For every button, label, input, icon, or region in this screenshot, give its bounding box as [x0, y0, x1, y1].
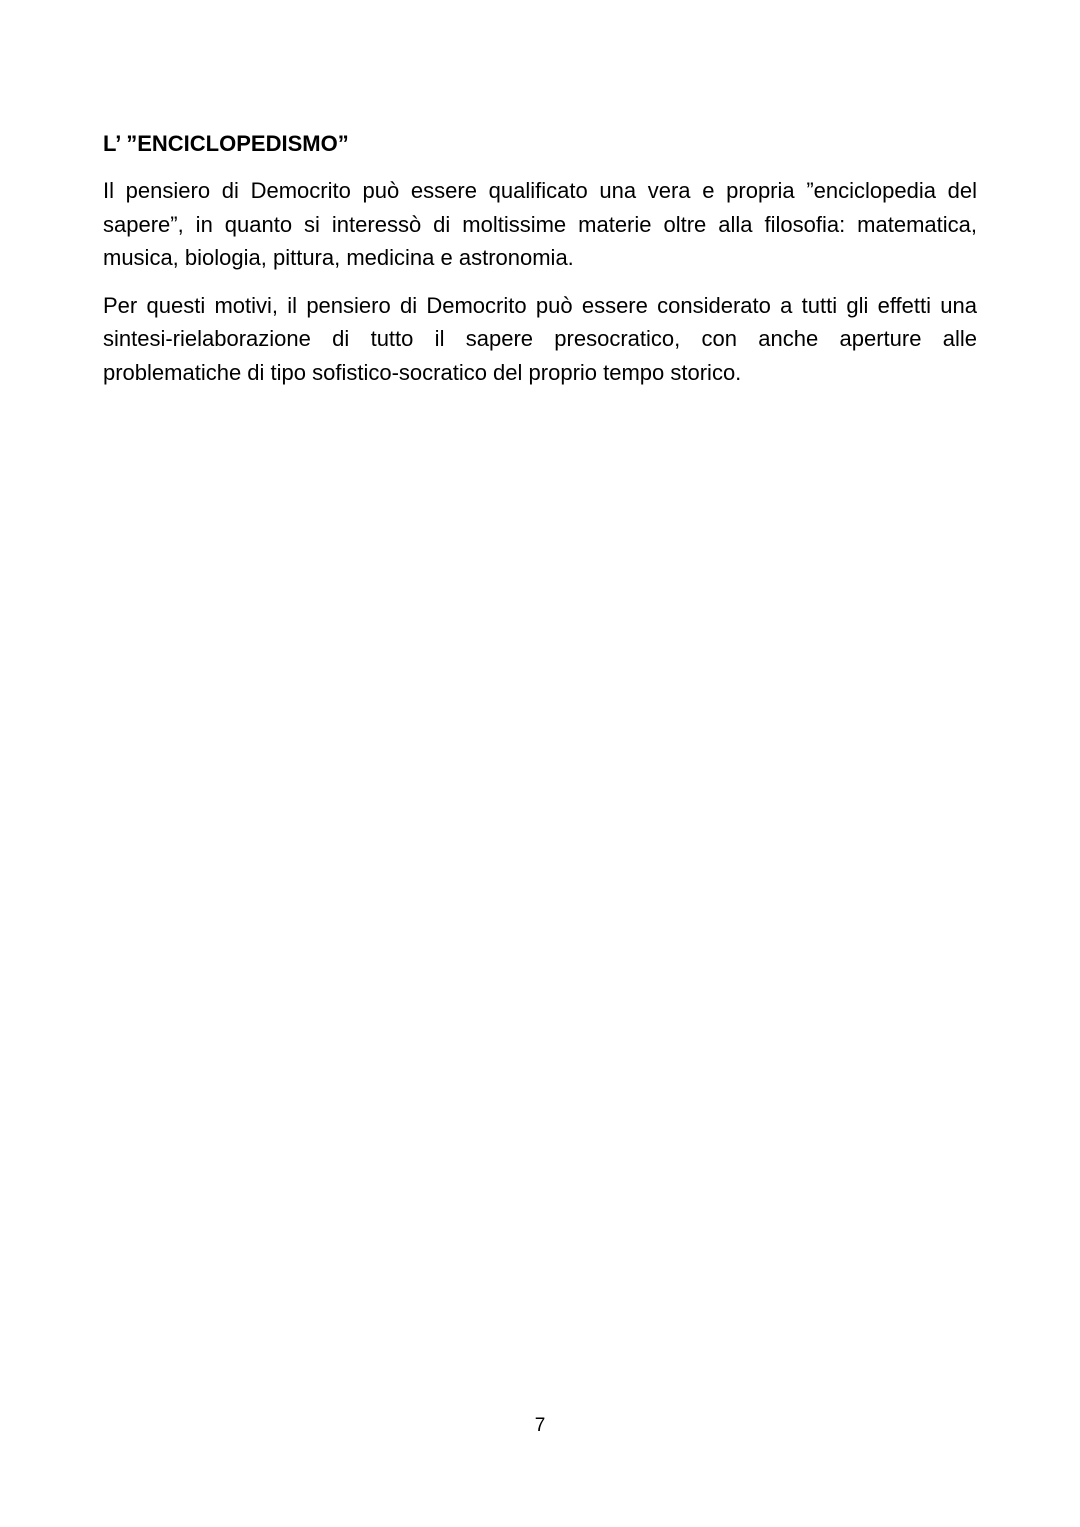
page-number: 7 [534, 1415, 546, 1436]
section-heading: L’ ”ENCICLOPEDISMO” [103, 131, 349, 156]
paragraph-synthesis: Per questi motivi, il pensiero di Democrito può essere considerato a tutti gli effetti una sintesi-rielaborazione di tutto il sapere presocratico, con anche aperture alle problematiche di tipo sofistico-socratico del proprio tempo storico. [103, 292, 977, 385]
page-content [103, 128, 977, 403]
paragraph-encyclopedia: Il pensiero di Democrito può essere qualificato una vera e propria ”enciclopedia del sapere”, in quanto si interessò di moltissime materie oltre alla filosofia: matematica, musica, biologia, pittura, medicina e astronomia. [103, 178, 977, 270]
